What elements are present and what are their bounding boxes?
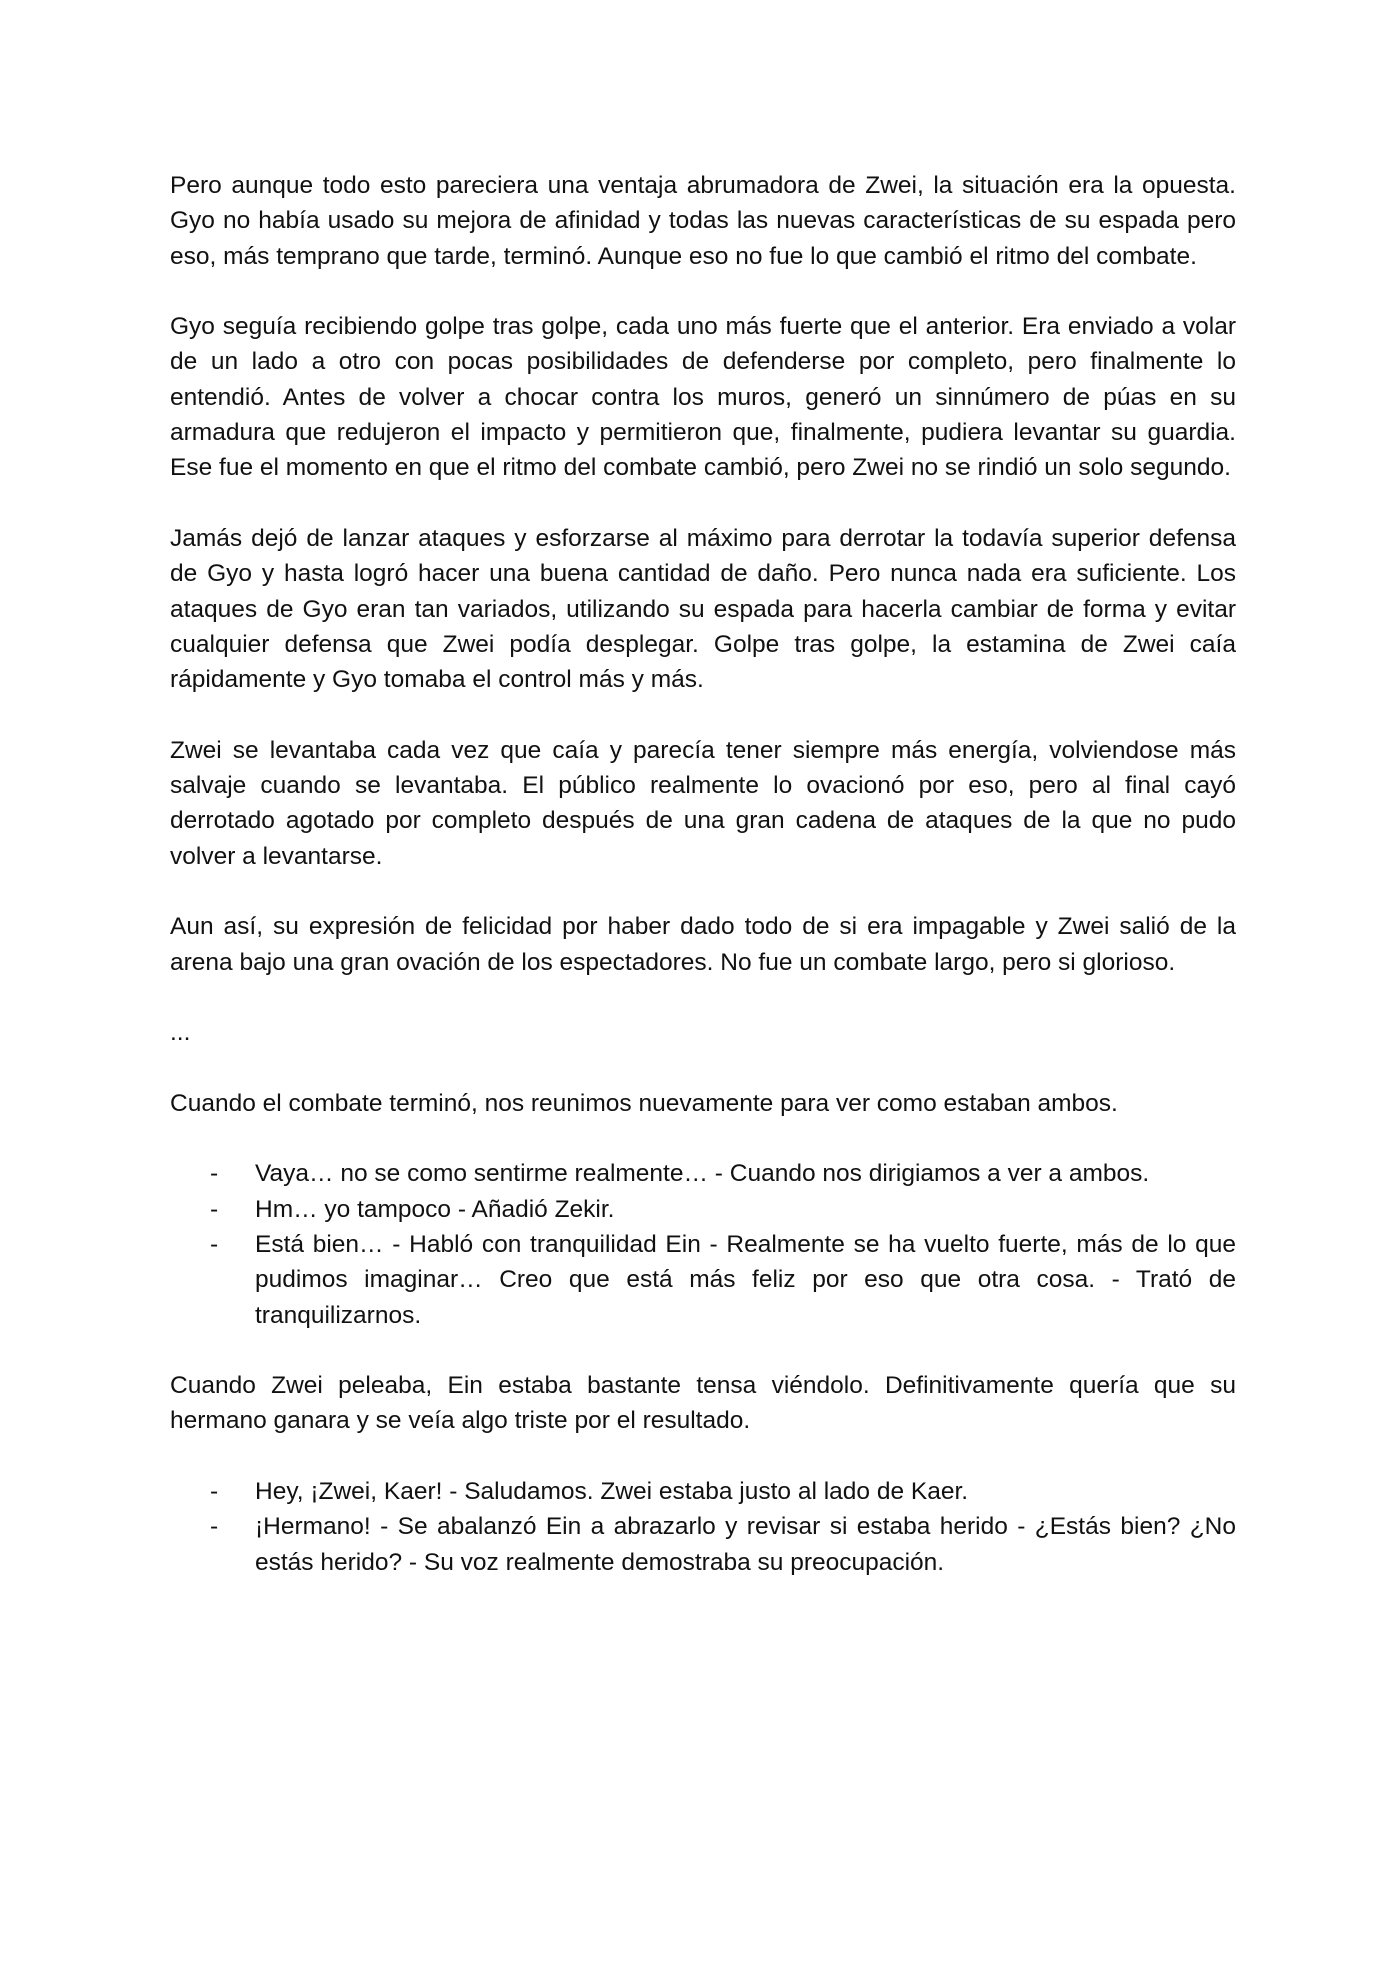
dialogue-line bbox=[170, 1227, 1236, 1333]
paragraph: Gyo seguía recibiendo golpe tras golpe, cada uno más fuerte que el anterior. Era enviado a volar de un lado a otro con pocas posibilidades de defenderse por completo, pero finalmente lo entendió. Antes de volver a chocar contra los muros, generó un sinnúmero de púas en su armadura que redujeron el impacto y permitieron que, finalmente, pudiera levantar su guardia. Ese fue el momento en que el ritmo del combate cambió, pero Zwei no se rindió un solo segundo. bbox=[170, 313, 1236, 482]
paragraph: Jamás dejó de lanzar ataques y esforzarse al máximo para derrotar la todavía superior defensa de Gyo y hasta logró hacer una buena cantidad de daño. Pero nunca nada era suficiente. Los ataques de Gyo eran tan variados, utilizando su espada para hacerla cambiar de forma y evitar cualquier defensa que Zwei podía desplegar. Golpe tras golpe, la estamina de Zwei caía rápidamente y Gyo tomaba el control más y más. bbox=[170, 524, 1236, 694]
paragraph: Cuando el combate terminó, nos reunimos nuevamente para ver como estaban ambos. bbox=[170, 1089, 1118, 1117]
dialogue-text: Está bien… - Habló con tranquilidad Ein - Realmente se ha vuelto fuerte, más de lo que pudimos imaginar… Creo que está más feliz por eso que otra cosa. - Trató de tranquilizarnos. bbox=[255, 1230, 1236, 1329]
dialogue-dash: - bbox=[210, 1230, 219, 1258]
dialogue-line bbox=[170, 1192, 1236, 1227]
document-page bbox=[170, 168, 1236, 1615]
paragraph: Cuando Zwei peleaba, Ein estaba bastante tensa viéndolo. Definitivamente quería que su hermano ganara y se veía algo triste por el resultado. bbox=[170, 1372, 1236, 1435]
paragraph: Aun así, su expresión de felicidad por haber dado todo de si era impagable y Zwei salió de la arena bajo una gran ovación de los espectadores. No fue un combate largo, pero si glorioso. bbox=[170, 913, 1236, 976]
dialogue-list bbox=[170, 1156, 1236, 1332]
dialogue-dash: - bbox=[210, 1160, 219, 1188]
dialogue-text: ¡Hermano! - Se abalanzó Ein a abrazarlo y revisar si estaba herido - ¿Estás bien? ¿No estás herido? - Su voz realmente demostraba su preocupación. bbox=[255, 1513, 1236, 1576]
dialogue-text: Vaya… no se como sentirme realmente… - Cuando nos dirigiamos a ver a ambos. bbox=[255, 1160, 1150, 1188]
dialogue-list bbox=[170, 1474, 1236, 1580]
dialogue-dash: - bbox=[210, 1513, 219, 1541]
dialogue-line bbox=[170, 1509, 1236, 1580]
dialogue-line bbox=[170, 1156, 1236, 1191]
dialogue-text: Hm… yo tampoco - Añadió Zekir. bbox=[255, 1195, 615, 1223]
scene-break: ... bbox=[170, 1019, 191, 1047]
dialogue-dash: - bbox=[210, 1195, 219, 1223]
paragraph: Zwei se levantaba cada vez que caía y parecía tener siempre más energía, volviendose más salvaje cuando se levantaba. El público realmente lo ovacionó por eso, pero al final cayó derrotado agotado por completo después de una gran cadena de ataques de la que no pudo volver a levantarse. bbox=[170, 736, 1236, 870]
dialogue-line bbox=[170, 1474, 1236, 1509]
dialogue-text: Hey, ¡Zwei, Kaer! - Saludamos. Zwei estaba justo al lado de Kaer. bbox=[255, 1477, 969, 1505]
paragraph: Pero aunque todo esto pareciera una ventaja abrumadora de Zwei, la situación era la opuesta. Gyo no había usado su mejora de afinidad y todas las nuevas características de su espada pero eso, más temprano que tarde, terminó. Aunque eso no fue lo que cambió el ritmo del combate. bbox=[170, 172, 1236, 270]
dialogue-dash: - bbox=[210, 1477, 219, 1505]
